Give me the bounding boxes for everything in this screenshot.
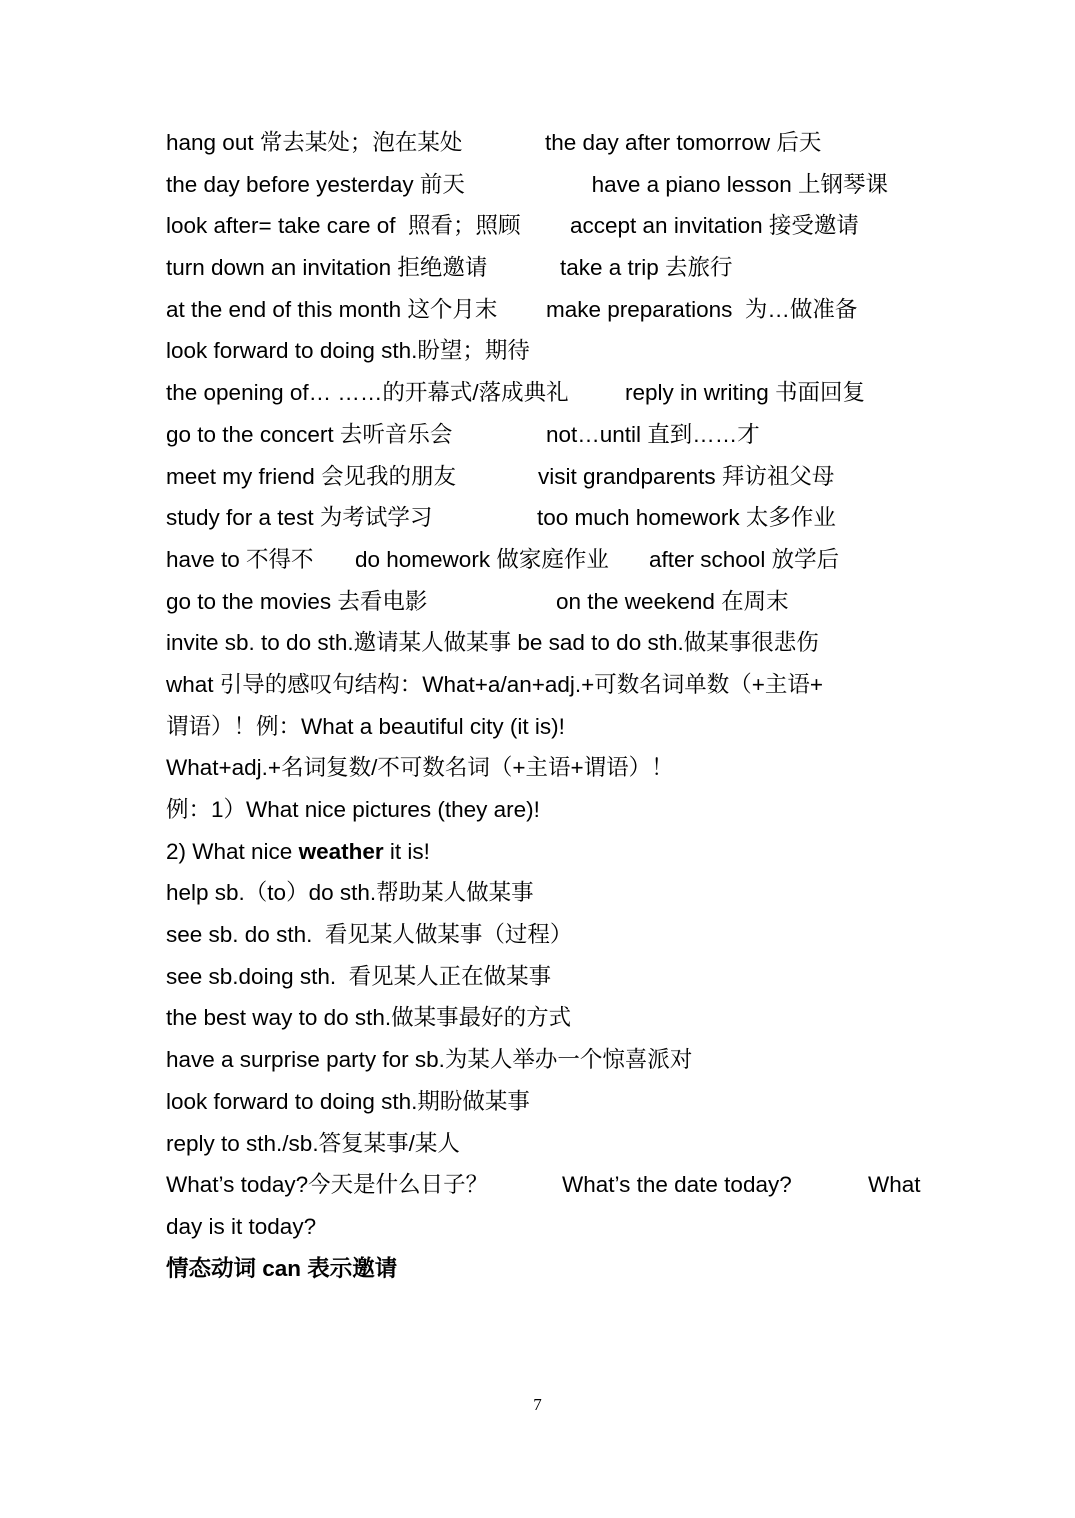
phrase-line-13 bbox=[166, 622, 936, 664]
phrase-text: the day after tomorrow 后天 bbox=[545, 130, 822, 155]
phrase-text: make preparations 为…做准备 bbox=[546, 296, 858, 322]
phrase-text: What’s the date today? bbox=[562, 1172, 792, 1198]
example-text: 例：1）What nice pictures (they are)! bbox=[166, 797, 540, 822]
phrase-text: not…until 直到……才 bbox=[546, 421, 760, 447]
phrase-text: accept an invitation 接受邀请 bbox=[570, 213, 859, 239]
phrase-text: invite sb. to do sth.邀请某人做某事 be sad to do sth.做某事很悲伤 bbox=[166, 630, 819, 656]
grammar-text: What+adj.+名词复数/不可数名词（+主语+谓语）！ bbox=[166, 755, 674, 781]
phrase-line-5 bbox=[166, 289, 936, 331]
phrase-text: What bbox=[868, 1172, 921, 1198]
grammar-text: 谓语）！例：What a beautiful city (it is)! bbox=[166, 713, 565, 739]
phrase-text: day is it today? bbox=[166, 1213, 317, 1239]
example-text bbox=[166, 831, 430, 873]
phrase-line-10 bbox=[166, 497, 936, 539]
phrase-line-23 bbox=[166, 1039, 936, 1081]
phrase-line-27 bbox=[166, 1206, 936, 1248]
phrase-text: reply in writing 书面回复 bbox=[625, 380, 866, 406]
phrase-line-9 bbox=[166, 456, 936, 498]
phrase-text: after school 放学后 bbox=[649, 546, 840, 572]
example-bold-word: weather bbox=[298, 838, 384, 864]
grammar-line-15 bbox=[166, 706, 936, 748]
phrase-text: have to 不得不 bbox=[166, 546, 314, 572]
phrase-text: What’s today?今天是什么日子？ bbox=[166, 1172, 489, 1198]
phrase-text: go to the movies 去看电影 bbox=[166, 588, 428, 614]
phrase-text: see sb.doing sth. 看见某人正在做某事 bbox=[166, 963, 552, 989]
heading-text: 情态动词 can 表示邀请 bbox=[166, 1255, 398, 1281]
phrase-text: have a surprise party for sb.为某人举办一个惊喜派对 bbox=[166, 1047, 693, 1073]
example-text-end: it is! bbox=[383, 838, 430, 864]
section-heading bbox=[166, 1248, 936, 1290]
phrase-line-20 bbox=[166, 914, 936, 956]
phrase-line-6 bbox=[166, 330, 936, 372]
phrase-text: reply to sth./sb.答复某事/某人 bbox=[166, 1130, 460, 1156]
phrase-text: have a piano lesson 上钢琴课 bbox=[591, 171, 888, 197]
phrase-text: do homework 做家庭作业 bbox=[355, 546, 609, 572]
example-line-18 bbox=[166, 831, 936, 873]
grammar-text: what 引导的感叹句结构：What+a/an+adj.+可数名词单数（+主语+ bbox=[166, 671, 824, 697]
phrase-line-11 bbox=[166, 539, 936, 581]
page-number: 7 bbox=[533, 1395, 542, 1414]
phrase-text: at the end of this month 这个月末 bbox=[166, 296, 498, 322]
phrase-line-26 bbox=[166, 1164, 936, 1206]
phrase-line-22 bbox=[166, 997, 936, 1039]
phrase-text: turn down an invitation 拒绝邀请 bbox=[166, 255, 488, 281]
example-line-17 bbox=[166, 789, 936, 831]
phrase-text: too much homework 太多作业 bbox=[537, 505, 836, 531]
phrase-text: see sb. do sth. 看见某人做某事（过程） bbox=[166, 922, 573, 948]
phrase-text: take a trip 去旅行 bbox=[560, 255, 733, 281]
phrase-line-3 bbox=[166, 205, 936, 247]
phrase-line-7 bbox=[166, 372, 936, 414]
phrase-line-19 bbox=[166, 872, 936, 914]
phrase-text: look forward to doing sth.期盼做某事 bbox=[166, 1088, 530, 1114]
grammar-line-16 bbox=[166, 747, 936, 789]
phrase-text: look forward to doing sth.盼望；期待 bbox=[166, 338, 530, 364]
phrase-text: study for a test 为考试学习 bbox=[166, 505, 433, 531]
grammar-line-14 bbox=[166, 664, 936, 706]
phrase-line-4 bbox=[166, 247, 936, 289]
phrase-text: help sb.（to）do sth.帮助某人做某事 bbox=[166, 880, 534, 906]
phrase-text: the day before yesterday 前天 bbox=[166, 171, 465, 197]
phrase-text: the best way to do sth.做某事最好的方式 bbox=[166, 1005, 572, 1031]
phrase-text: meet my friend 会见我的朋友 bbox=[166, 463, 457, 489]
phrase-text: on the weekend 在周末 bbox=[556, 588, 789, 614]
phrase-line-21 bbox=[166, 956, 936, 998]
phrase-text: the opening of… ……的开幕式/落成典礼 bbox=[166, 380, 569, 406]
phrase-line-12 bbox=[166, 581, 936, 623]
phrase-line-8 bbox=[166, 414, 936, 456]
phrase-text: look after= take care of 照看；照顾 bbox=[166, 213, 521, 239]
phrase-line-25 bbox=[166, 1123, 936, 1165]
vocabulary-list bbox=[166, 122, 936, 1289]
phrase-line-1 bbox=[166, 122, 936, 164]
phrase-text: go to the concert 去听音乐会 bbox=[166, 421, 453, 447]
phrase-line-24 bbox=[166, 1081, 936, 1123]
example-text-start: 2) What nice bbox=[166, 838, 299, 864]
phrase-text: visit grandparents 拜访祖父母 bbox=[538, 463, 835, 489]
phrase-line-2 bbox=[166, 164, 936, 206]
phrase-text: hang out 常去某处；泡在某处 bbox=[166, 130, 463, 155]
